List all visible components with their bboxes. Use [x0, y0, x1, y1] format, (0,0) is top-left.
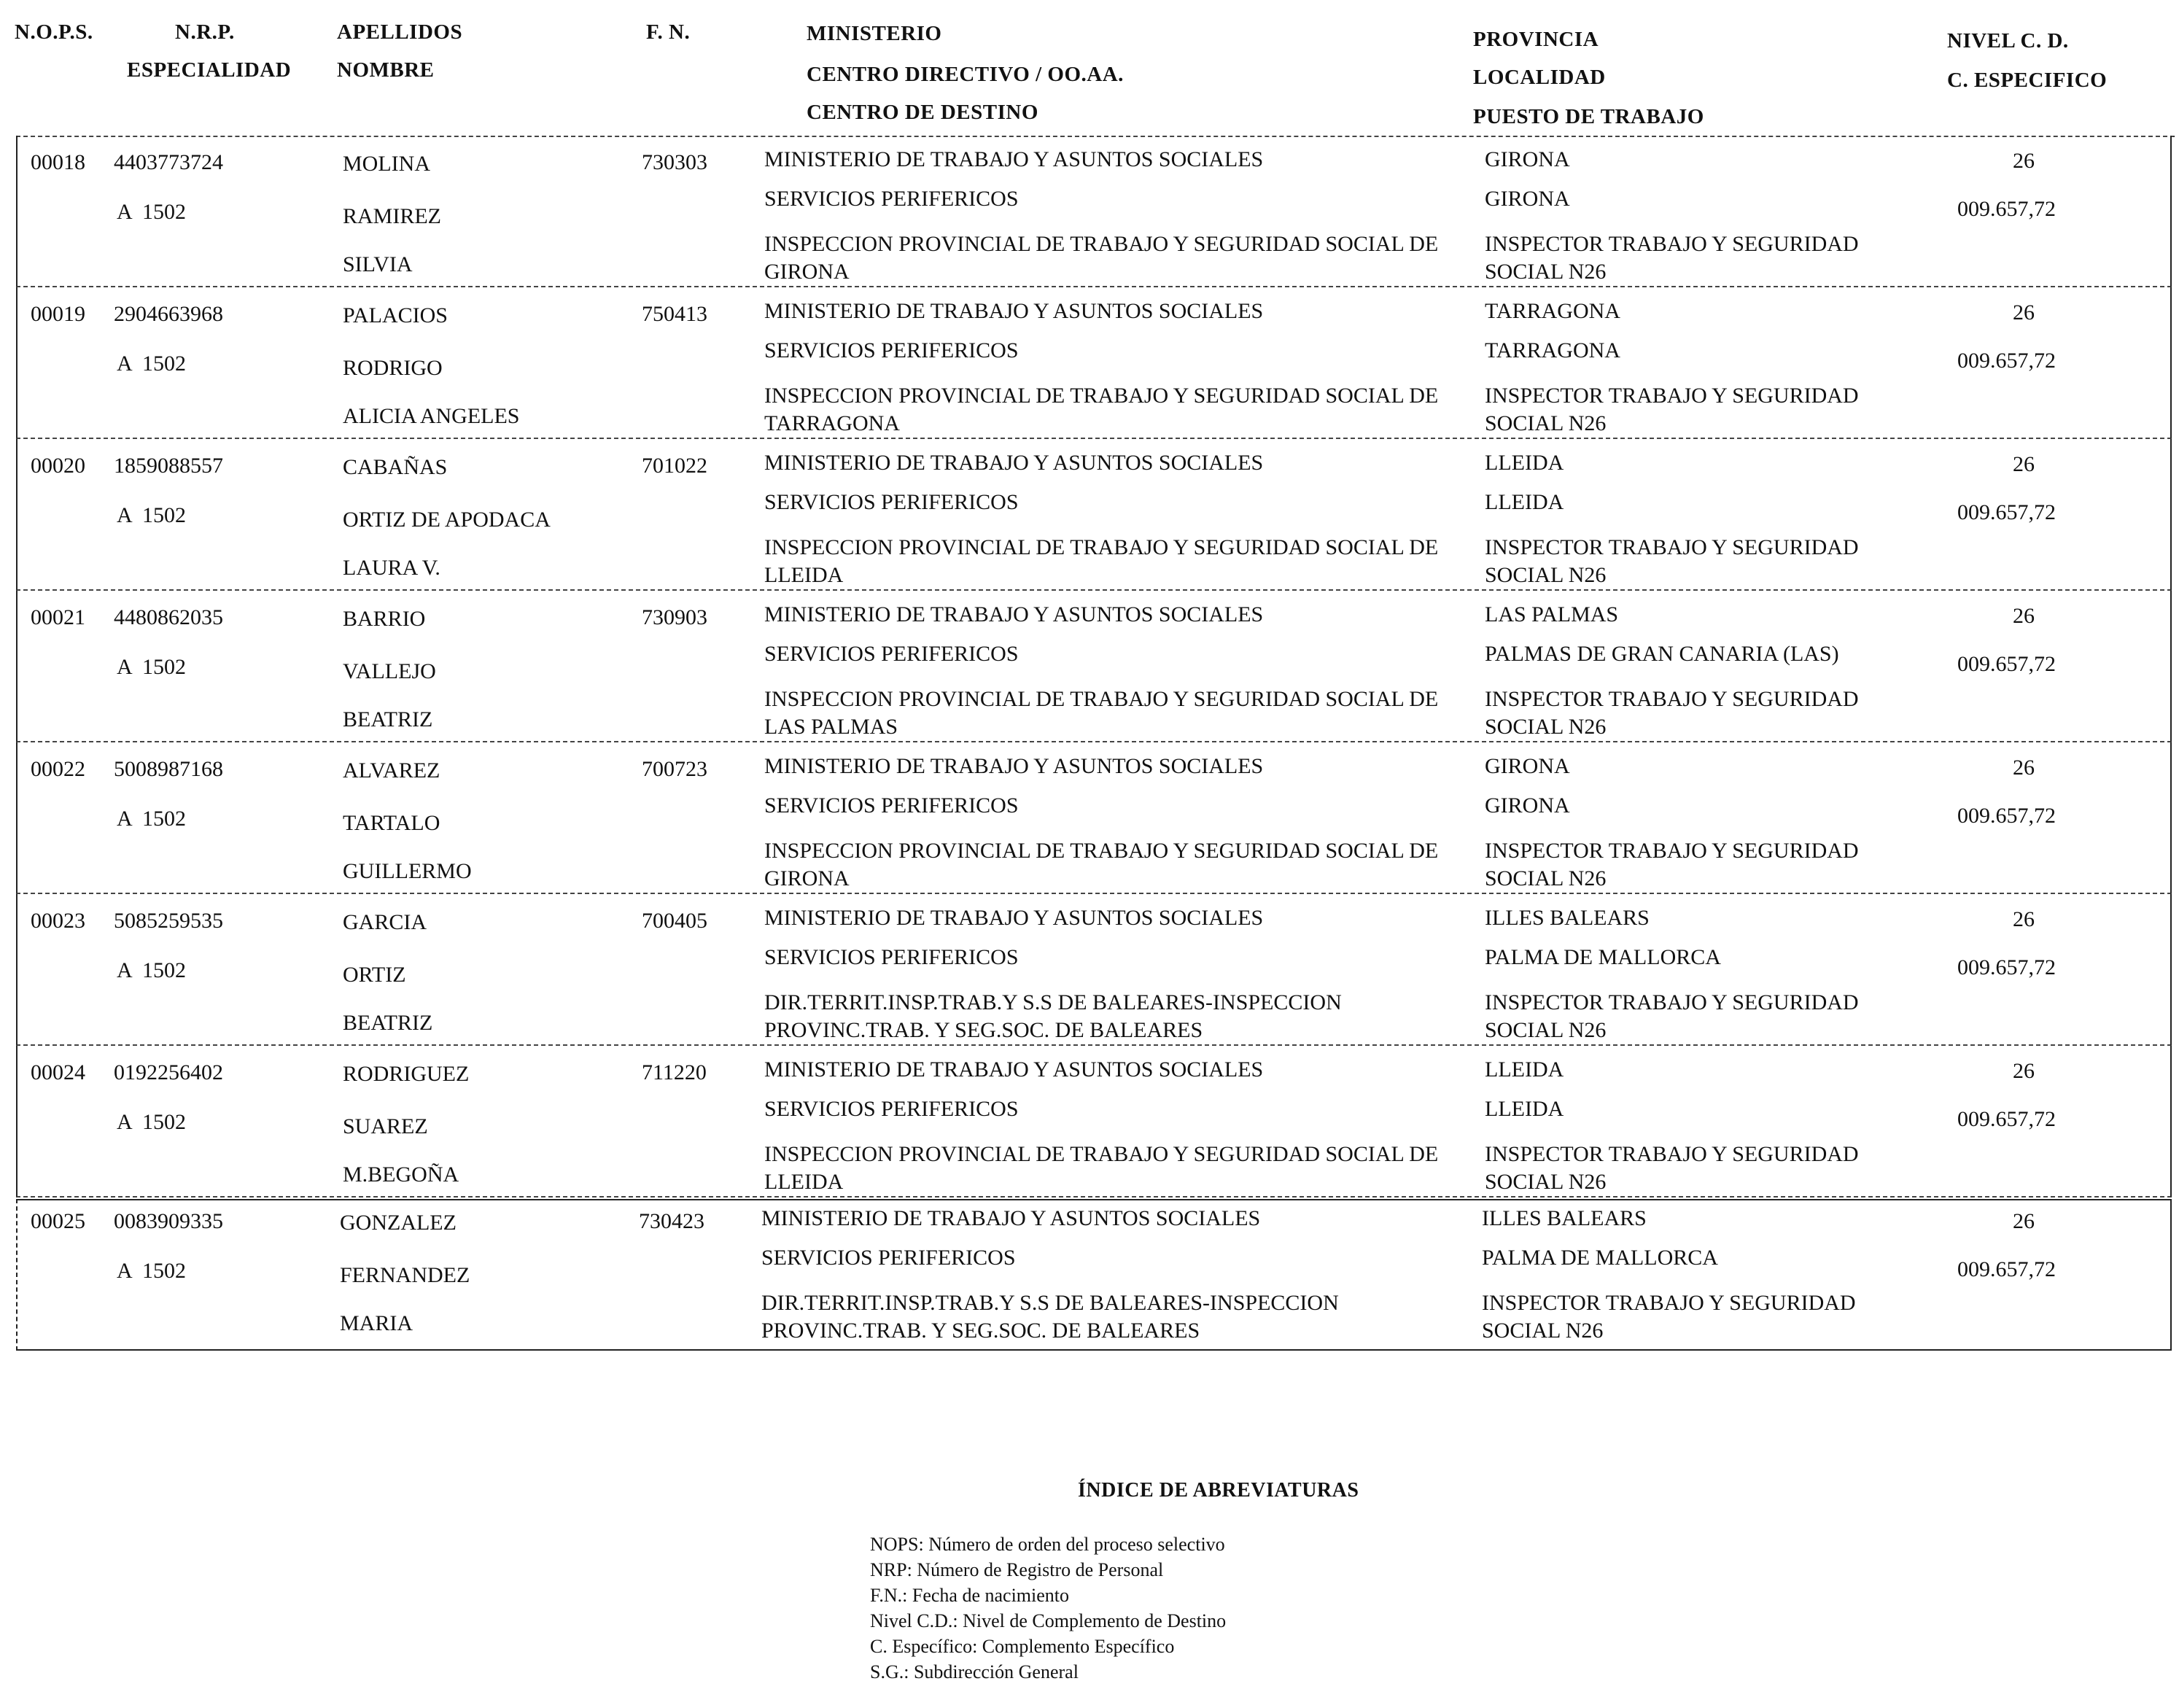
provincia-cell: ILLES BALEARS	[1482, 1206, 1647, 1230]
apellido1-cell: PALACIOS	[343, 303, 448, 327]
nops-cell: 00020	[31, 454, 85, 478]
nombre-cell: SILVIA	[343, 252, 413, 276]
fn-cell: 750413	[642, 302, 707, 326]
apellido2-cell: FERNANDEZ	[340, 1263, 470, 1287]
centro-cell: SERVICIOS PERIFERICOS	[764, 793, 1019, 818]
fn-cell: 730303	[642, 150, 707, 174]
puesto-cell: INSPECTOR TRABAJO Y SEGURIDAD SOCIAL N26	[1485, 990, 1859, 1042]
abbreviations-list	[870, 1532, 1226, 1685]
destino-cell: INSPECCION PROVINCIAL DE TRABAJO Y SEGURIDAD SOCIAL DE GIRONA	[764, 232, 1439, 284]
localidad-cell: PALMA DE MALLORCA	[1485, 945, 1721, 969]
especialidad-cell: A 1502	[117, 352, 187, 376]
provincia-cell: ILLES BALEARS	[1485, 906, 1650, 930]
fn-cell: 711220	[642, 1060, 707, 1084]
header-apellidos: APELLIDOS	[337, 20, 463, 44]
localidad-cell: TARRAGONA	[1485, 338, 1620, 362]
list-item: NRP: Número de Registro de Personal	[870, 1559, 1164, 1580]
list-item: NOPS: Número de orden del proceso selectivo	[870, 1534, 1225, 1555]
localidad-cell: PALMAS DE GRAN CANARIA (LAS)	[1485, 642, 1839, 666]
destino-cell: DIR.TERRIT.INSP.TRAB.Y S.S DE BALEARES-INSPECCION PROVINC.TRAB. Y SEG.SOC. DE BALEARES	[764, 990, 1342, 1042]
header-centro-directivo: CENTRO DIRECTIVO / OO.AA.	[807, 63, 1124, 86]
nivel-cell: 26	[2013, 907, 2035, 931]
header-centro-destino: CENTRO DE DESTINO	[807, 101, 1038, 124]
provincia-cell: LLEIDA	[1485, 451, 1564, 475]
especialidad-cell: A 1502	[117, 503, 187, 527]
table-row	[16, 136, 2172, 287]
centro-cell: SERVICIOS PERIFERICOS	[764, 187, 1019, 211]
apellido1-cell: BARRIO	[343, 607, 426, 631]
abbreviations-title: ÍNDICE DE ABREVIATURAS	[1078, 1479, 1359, 1502]
header-nombre: NOMBRE	[337, 58, 435, 82]
destino-cell: INSPECCION PROVINCIAL DE TRABAJO Y SEGURIDAD SOCIAL DE TARRAGONA	[764, 384, 1439, 435]
nivel-cell: 26	[2013, 756, 2035, 780]
list-item: F.N.: Fecha de nacimiento	[870, 1585, 1070, 1606]
header-nops: N.O.P.S.	[15, 20, 93, 44]
destino-cell: INSPECCION PROVINCIAL DE TRABAJO Y SEGURIDAD SOCIAL DE LLEIDA	[764, 535, 1439, 587]
table-row	[16, 742, 2172, 894]
especifico-cell: 009.657,72	[1957, 804, 2056, 828]
apellido2-cell: SUAREZ	[343, 1114, 428, 1138]
localidad-cell: LLEIDA	[1485, 490, 1564, 514]
list-item: Nivel C.D.: Nivel de Complemento de Destino	[870, 1610, 1227, 1631]
especifico-cell: 009.657,72	[1957, 652, 2056, 676]
especifico-cell: 009.657,72	[1957, 1257, 2056, 1281]
apellido2-cell: RODRIGO	[343, 356, 443, 380]
nivel-cell: 26	[2013, 1059, 2035, 1083]
puesto-cell: INSPECTOR TRABAJO Y SEGURIDAD SOCIAL N26	[1485, 535, 1859, 587]
especifico-cell: 009.657,72	[1957, 197, 2056, 221]
header-nrp: N.R.P.	[175, 20, 235, 44]
header-localidad: LOCALIDAD	[1473, 66, 1606, 89]
nrp-cell: 4480862035	[114, 605, 223, 629]
puesto-cell: INSPECTOR TRABAJO Y SEGURIDAD SOCIAL N26	[1485, 384, 1859, 435]
ministerio-cell: MINISTERIO DE TRABAJO Y ASUNTOS SOCIALES	[761, 1206, 1261, 1230]
apellido1-cell: ALVAREZ	[343, 758, 440, 783]
nrp-cell: 5085259535	[114, 909, 223, 933]
fn-cell: 700405	[642, 909, 707, 933]
centro-cell: SERVICIOS PERIFERICOS	[764, 642, 1019, 666]
nivel-cell: 26	[2013, 604, 2035, 628]
provincia-cell: GIRONA	[1485, 754, 1570, 778]
puesto-cell: INSPECTOR TRABAJO Y SEGURIDAD SOCIAL N26	[1482, 1291, 1856, 1343]
especialidad-cell: A 1502	[117, 200, 187, 224]
nombre-cell: MARIA	[340, 1311, 413, 1335]
apellido2-cell: ORTIZ	[343, 963, 406, 987]
nops-cell: 00025	[31, 1209, 85, 1233]
destino-cell: INSPECCION PROVINCIAL DE TRABAJO Y SEGURIDAD SOCIAL DE LAS PALMAS	[764, 687, 1439, 739]
provincia-cell: GIRONA	[1485, 147, 1570, 171]
provincia-cell: LAS PALMAS	[1485, 602, 1619, 626]
header-nivel: NIVEL C. D.	[1947, 29, 2069, 53]
fn-cell: 700723	[642, 757, 707, 781]
ministerio-cell: MINISTERIO DE TRABAJO Y ASUNTOS SOCIALES	[764, 602, 1264, 626]
nrp-cell: 2904663968	[114, 302, 223, 326]
ministerio-cell: MINISTERIO DE TRABAJO Y ASUNTOS SOCIALES	[764, 754, 1264, 778]
fn-cell: 730423	[639, 1209, 704, 1233]
especifico-cell: 009.657,72	[1957, 349, 2056, 373]
especialidad-cell: A 1502	[117, 1110, 187, 1134]
nrp-cell: 0083909335	[114, 1209, 223, 1233]
centro-cell: SERVICIOS PERIFERICOS	[764, 490, 1019, 514]
provincia-cell: LLEIDA	[1485, 1057, 1564, 1082]
nombre-cell: M.BEGOÑA	[343, 1162, 459, 1187]
table-row	[16, 439, 2172, 591]
list-item: S.G.: Subdirección General	[870, 1661, 1079, 1682]
apellido1-cell: GARCIA	[343, 910, 427, 934]
list-item: C. Específico: Complemento Específico	[870, 1636, 1175, 1657]
localidad-cell: LLEIDA	[1485, 1097, 1564, 1121]
nops-cell: 00022	[31, 757, 85, 781]
localidad-cell: GIRONA	[1485, 793, 1570, 818]
nrp-cell: 5008987168	[114, 757, 223, 781]
centro-cell: SERVICIOS PERIFERICOS	[764, 338, 1019, 362]
apellido1-cell: MOLINA	[343, 152, 430, 176]
fn-cell: 730903	[642, 605, 707, 629]
header-provincia: PROVINCIA	[1473, 28, 1599, 51]
apellido2-cell: ORTIZ DE APODACA	[343, 508, 551, 532]
especialidad-cell: A 1502	[117, 655, 187, 679]
puesto-cell: INSPECTOR TRABAJO Y SEGURIDAD SOCIAL N26	[1485, 687, 1859, 739]
table-row	[16, 591, 2172, 742]
nombre-cell: GUILLERMO	[343, 859, 472, 883]
apellido1-cell: RODRIGUEZ	[343, 1062, 470, 1086]
especifico-cell: 009.657,72	[1957, 955, 2056, 979]
nombre-cell: BEATRIZ	[343, 707, 433, 731]
nrp-cell: 0192256402	[114, 1060, 223, 1084]
especialidad-cell: A 1502	[117, 1259, 187, 1283]
especifico-cell: 009.657,72	[1957, 1107, 2056, 1131]
table-row	[16, 894, 2172, 1046]
nivel-cell: 26	[2013, 1209, 2035, 1233]
localidad-cell: GIRONA	[1485, 187, 1570, 211]
nivel-cell: 26	[2013, 149, 2035, 173]
especialidad-cell: A 1502	[117, 807, 187, 831]
nops-cell: 00023	[31, 909, 85, 933]
apellido2-cell: TARTALO	[343, 811, 440, 835]
table-row	[16, 287, 2172, 439]
localidad-cell: PALMA DE MALLORCA	[1482, 1246, 1718, 1270]
centro-cell: SERVICIOS PERIFERICOS	[764, 1097, 1019, 1121]
ministerio-cell: MINISTERIO DE TRABAJO Y ASUNTOS SOCIALES	[764, 147, 1264, 171]
nivel-cell: 26	[2013, 300, 2035, 325]
ministerio-cell: MINISTERIO DE TRABAJO Y ASUNTOS SOCIALES	[764, 299, 1264, 323]
ministerio-cell: MINISTERIO DE TRABAJO Y ASUNTOS SOCIALES	[764, 1057, 1264, 1082]
nombre-cell: ALICIA ANGELES	[343, 404, 520, 428]
table-row	[16, 1046, 2172, 1197]
puesto-cell: INSPECTOR TRABAJO Y SEGURIDAD SOCIAL N26	[1485, 1142, 1859, 1194]
nrp-cell: 1859088557	[114, 454, 223, 478]
nops-cell: 00019	[31, 302, 85, 326]
nops-cell: 00018	[31, 150, 85, 174]
apellido2-cell: VALLEJO	[343, 659, 436, 683]
header-puesto: PUESTO DE TRABAJO	[1473, 105, 1704, 128]
header-ministerio: MINISTERIO	[807, 22, 942, 45]
puesto-cell: INSPECTOR TRABAJO Y SEGURIDAD SOCIAL N26	[1485, 839, 1859, 890]
apellido1-cell: GONZALEZ	[340, 1211, 457, 1235]
nops-cell: 00021	[31, 605, 85, 629]
header-especifico: C. ESPECIFICO	[1947, 69, 2108, 92]
table-row	[16, 1199, 2172, 1351]
header-especialidad: ESPECIALIDAD	[127, 58, 292, 82]
nrp-cell: 4403773724	[114, 150, 223, 174]
nombre-cell: LAURA V.	[343, 556, 440, 580]
provincia-cell: TARRAGONA	[1485, 299, 1620, 323]
especifico-cell: 009.657,72	[1957, 500, 2056, 524]
ministerio-cell: MINISTERIO DE TRABAJO Y ASUNTOS SOCIALES	[764, 906, 1264, 930]
fn-cell: 701022	[642, 454, 707, 478]
destino-cell: INSPECCION PROVINCIAL DE TRABAJO Y SEGURIDAD SOCIAL DE GIRONA	[764, 839, 1439, 890]
destino-cell: INSPECCION PROVINCIAL DE TRABAJO Y SEGURIDAD SOCIAL DE LLEIDA	[764, 1142, 1439, 1194]
nivel-cell: 26	[2013, 452, 2035, 476]
puesto-cell: INSPECTOR TRABAJO Y SEGURIDAD SOCIAL N26	[1485, 232, 1859, 284]
nombre-cell: BEATRIZ	[343, 1011, 433, 1035]
ministerio-cell: MINISTERIO DE TRABAJO Y ASUNTOS SOCIALES	[764, 451, 1264, 475]
centro-cell: SERVICIOS PERIFERICOS	[761, 1246, 1016, 1270]
centro-cell: SERVICIOS PERIFERICOS	[764, 945, 1019, 969]
especialidad-cell: A 1502	[117, 958, 187, 982]
apellido2-cell: RAMIREZ	[343, 204, 441, 228]
apellido1-cell: CABAÑAS	[343, 455, 448, 479]
header-fn: F. N.	[646, 20, 691, 44]
destino-cell: DIR.TERRIT.INSP.TRAB.Y S.S DE BALEARES-INSPECCION PROVINC.TRAB. Y SEG.SOC. DE BALEARES	[761, 1291, 1339, 1343]
nops-cell: 00024	[31, 1060, 85, 1084]
